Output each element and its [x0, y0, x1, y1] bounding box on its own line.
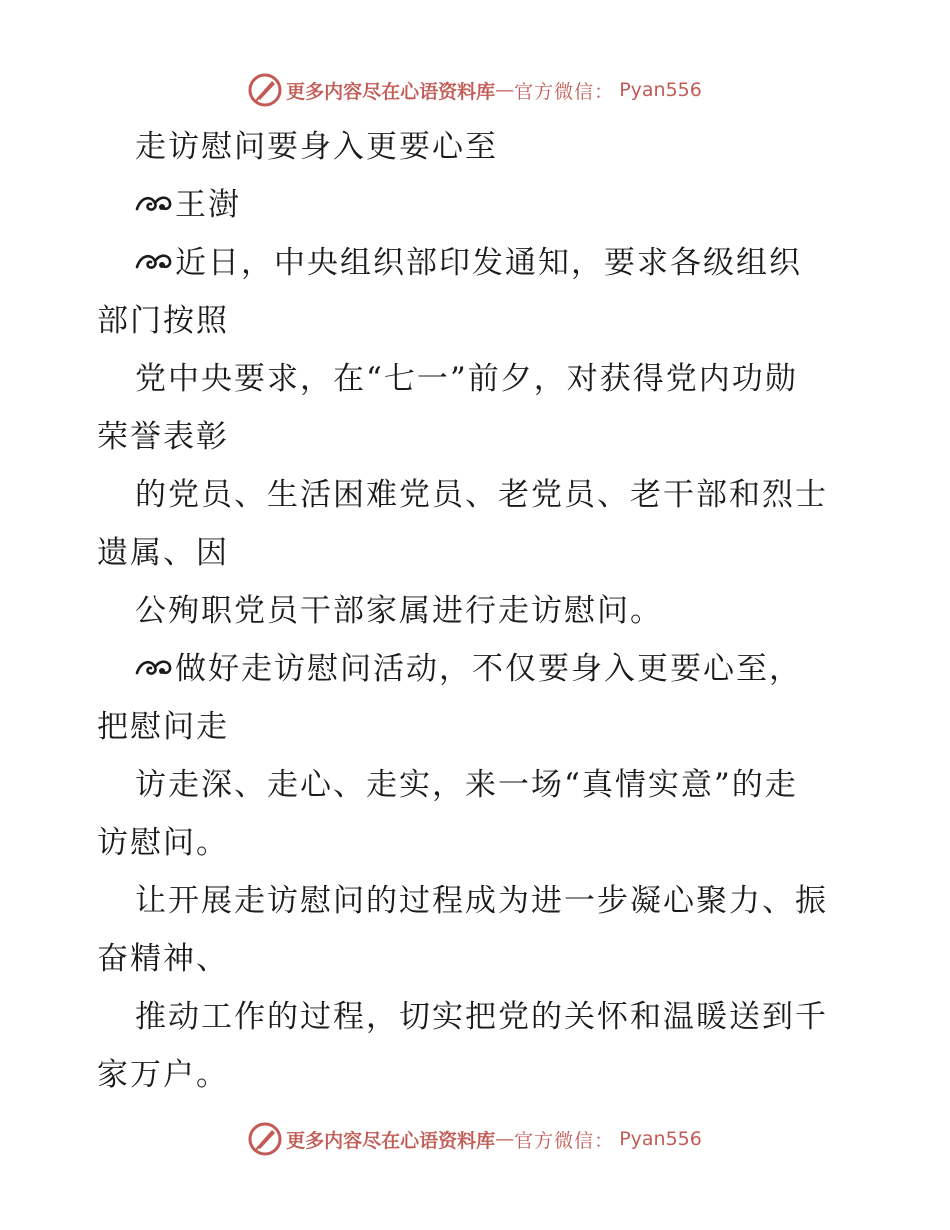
banner-wechat-handle: Pyan556 — [619, 1128, 702, 1150]
paragraph-text: 近日，中央组织部印发通知，要求各级组织 — [175, 245, 802, 281]
banner-wechat-handle: Pyan556 — [619, 79, 702, 101]
fleuron-icon — [135, 655, 173, 681]
article-author-line — [135, 185, 241, 225]
paragraph-line: 公殉职党员干部家属进行走访慰问。 — [135, 593, 663, 629]
paragraph-line: 访走深、走心、走实，来一场“真情实意”的走 — [135, 767, 798, 803]
paragraph-line: 部门按照 — [97, 303, 229, 339]
paragraph-line: 荣誉表彰 — [97, 419, 229, 455]
banner-dash: — — [495, 79, 515, 101]
banner-site-text: 更多内容尽在心语资料库 — [286, 1129, 496, 1152]
paragraph-line: 遗属、因 — [97, 535, 229, 571]
article-title: 走访慰问要身入更要心至 — [135, 129, 498, 165]
paragraph-line: 奋精神、 — [97, 941, 229, 977]
banner-colon: ： — [594, 1129, 614, 1152]
quill-seal-icon — [248, 73, 282, 107]
banner-wechat-label: 官方微信 — [514, 80, 595, 103]
paragraph-line: 推动工作的过程，切实把党的关怀和温暖送到千 — [135, 999, 828, 1035]
paragraph-line: 家万户。 — [97, 1057, 229, 1093]
banner-wechat-label: 官方微信 — [514, 1129, 595, 1152]
banner-colon: ： — [594, 80, 614, 103]
fleuron-icon — [135, 249, 173, 275]
paragraph-line: 党中央要求，在“七一”前夕，对获得党内功勋 — [135, 361, 798, 397]
paragraph-line: 让开展走访慰问的过程成为进一步凝心聚力、振 — [135, 883, 828, 919]
paragraph-text: 做好走访慰问活动，不仅要身入更要心至， — [175, 651, 802, 687]
paragraph-line: 的党员、生活困难党员、老党员、老干部和烈士 — [135, 477, 828, 513]
paragraph-line: 把慰问走 — [97, 709, 229, 745]
article-author: 王澍 — [175, 187, 241, 223]
paragraph-line — [135, 243, 802, 283]
paragraph-line: 访慰问。 — [97, 825, 229, 861]
banner-site-text: 更多内容尽在心语资料库 — [286, 80, 496, 103]
footer-banner — [0, 1119, 950, 1159]
fleuron-icon — [135, 191, 173, 217]
header-banner — [0, 70, 950, 110]
paragraph-line — [135, 649, 802, 689]
quill-seal-icon — [248, 1122, 282, 1156]
banner-dash: — — [495, 1128, 515, 1150]
